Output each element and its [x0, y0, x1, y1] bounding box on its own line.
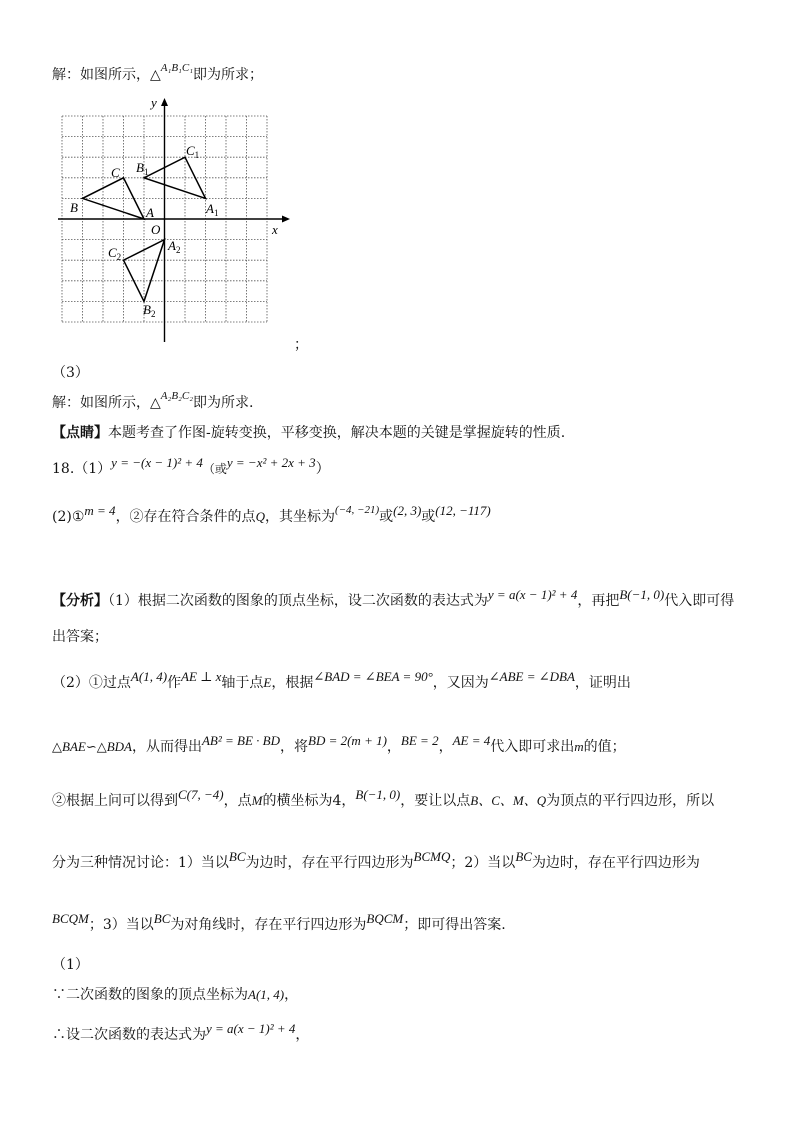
analysis-4-end: 的值； [583, 739, 626, 755]
analysis-4-ae: AE = 4 [452, 733, 491, 748]
analysis-5-post: ，要让以点 [400, 793, 471, 809]
analysis-6-bc: BC [228, 849, 246, 864]
label-b2: $B_2$ [143, 302, 156, 319]
answer-line-1 [52, 64, 263, 84]
analysis-1-post: 代入即可得 [664, 593, 735, 609]
analysis-7-mid: 为对角线时，存在平行四边形为 [170, 917, 367, 933]
q18b-m-value: m = 4 [84, 503, 116, 518]
question-18-line-2 [52, 503, 491, 526]
q18b-or1: 或 [379, 509, 394, 525]
answer3-pre: 解：如图所示，△ [52, 395, 161, 411]
label-c2: $C_2$ [108, 245, 122, 262]
analysis-4-comma2: ， [438, 739, 453, 755]
analysis-3-gen: ，根据 [271, 675, 314, 691]
x-axis-arrow [282, 216, 290, 223]
analysis-3-angle: ∠BAD = ∠BEA = 90° [313, 669, 433, 684]
analysis-line-6 [52, 849, 700, 872]
q18b-mid2: ，其坐标为 [264, 509, 335, 525]
solution-2-pre: ∵二次函数的图象的顶点坐标为 [52, 987, 248, 1003]
analysis-3-mid: 轴于点 [221, 675, 264, 691]
q18b-or2: 或 [421, 509, 436, 525]
analysis-4-be: BE = 2 [400, 733, 439, 748]
q18-close: ） [315, 461, 330, 477]
solution-part-1-label: （1） [52, 957, 89, 973]
q18b-point-q: Q [255, 509, 265, 524]
dianjing-line [52, 422, 565, 442]
label-a: A [146, 205, 154, 220]
analysis-5-pre: ②根据上问可以得到 [52, 793, 178, 809]
label-c: C [111, 165, 120, 180]
q18-equation-1: y = −(x − 1)² + 4 [111, 455, 203, 470]
triangle2-name: A₂B₂C₂ [160, 390, 194, 402]
solution-2-point-a: A(1, 4) [248, 987, 285, 1002]
question-18-line-1 [52, 455, 330, 478]
q18b-mid: ，②存在符合条件的点 [115, 509, 256, 525]
q18-number: 18.（1） [52, 461, 112, 477]
dianjing-tag: 【点睛】 [52, 425, 108, 441]
analysis-7-bc: BC [153, 911, 171, 926]
analysis-5-points: B、C、M、Q [470, 793, 547, 808]
analysis-5-point-m: M [251, 793, 263, 808]
label-b1: $B_1$ [136, 160, 149, 177]
triangle-name: A₁B₁C₁ [160, 62, 194, 74]
analysis-3-pre: （2）①过点 [52, 675, 131, 691]
solution-3-end: ， [295, 1027, 310, 1043]
analysis-6-mid2: ；2）当以 [450, 855, 516, 871]
analysis-6-mid: 为边时，存在平行四边形为 [245, 855, 414, 871]
analysis-4-m: m [574, 739, 584, 754]
q18-equation-2: y = −x² + 2x + 3 [226, 455, 316, 470]
analysis-line-2: 出答案； [52, 629, 108, 645]
analysis-3-post: ，证明出 [574, 675, 631, 691]
analysis-7-parallelogram-2: BCQM [52, 911, 89, 926]
analysis-3-zuo: 作 [167, 675, 182, 691]
analysis-tag: 【分析】 [52, 593, 108, 609]
solution-2-end: ， [284, 987, 299, 1003]
q18-or: （或 [202, 462, 227, 476]
dianjing-text: 本题考查了作图-旋转变换，平移变换，解决本题的关键是掌握旋转的性质. [108, 425, 566, 441]
analysis-3-ae: AE ⊥ x [181, 669, 222, 684]
q18b-coord-3: (12, −117) [435, 503, 491, 518]
answer-text-post: 即为所求； [193, 67, 264, 83]
y-axis-arrow [161, 98, 168, 106]
y-axis-label: y [151, 95, 157, 110]
label-a1: $A_1$ [206, 201, 219, 218]
label-b: B [70, 200, 78, 215]
analysis-1-pre: （1）根据二次函数的图象的顶点坐标，设二次函数的表达式为 [108, 593, 488, 609]
q18b-pre: (2)① [52, 509, 85, 525]
analysis-4-bd: BD = 2(m + 1) [308, 733, 387, 748]
analysis-3-you: ，又因为 [432, 675, 489, 691]
analysis-1-eq: y = a(x − 1)² + 4 [487, 587, 578, 602]
analysis-line-1 [52, 587, 735, 610]
x-axis-label: x [272, 222, 278, 237]
analysis-6-bc2: BC [515, 849, 532, 864]
analysis-5-end: 为顶点的平行四边形，所以 [546, 793, 715, 809]
analysis-line-5 [52, 787, 715, 810]
solution-line-2 [52, 984, 298, 1004]
solution-3-pre: ∴设二次函数的表达式为 [52, 1027, 206, 1043]
answer-text-pre: 解：如图所示，△ [52, 67, 161, 83]
q18b-coord-1: (−4, −21) [334, 504, 380, 516]
solution-3-eq: y = a(x − 1)² + 4 [206, 1021, 296, 1036]
analysis-line-7 [52, 911, 506, 934]
analysis-5-mid: ，点 [223, 793, 252, 809]
part-3-label: （3） [52, 365, 89, 381]
figure-trailing-punct: ； [294, 337, 308, 353]
q18b-coord-2: (2, 3) [393, 503, 422, 518]
analysis-line-4 [52, 733, 626, 756]
origin-label: O [151, 222, 161, 237]
analysis-6-parallelogram-1: BCMQ [413, 849, 451, 864]
label-a2: $A_2$ [168, 238, 181, 255]
analysis-3-point-a: A(1, 4) [130, 669, 168, 684]
analysis-1-mid: ，再把 [577, 593, 620, 609]
analysis-3-point-e: E [263, 675, 272, 690]
analysis-7-pre: ；3）当以 [88, 917, 154, 933]
analysis-4-pre: ，从而得出 [131, 739, 202, 755]
analysis-line-3 [52, 669, 631, 692]
analysis-1-point-b: B(−1, 0) [619, 587, 665, 602]
analysis-4-similar: △BAE∽△BDA [52, 739, 132, 754]
analysis-4-post: 代入即可求出 [490, 739, 575, 755]
analysis-5-mid2: 的横坐标为4， [262, 793, 356, 809]
analysis-4-comma: ， [386, 739, 401, 755]
analysis-7-parallelogram-3: BQCM [366, 911, 404, 926]
coordinate-grid-figure [58, 92, 298, 354]
analysis-5-point-b: B(−1, 0) [355, 787, 401, 802]
solution-line-3 [52, 1021, 310, 1044]
answer-line-3 [52, 392, 253, 412]
analysis-7-end: ；即可得出答案. [403, 917, 506, 933]
analysis-6-end: 为边时，存在平行四边形为 [531, 855, 700, 871]
label-c1: $C_1$ [186, 143, 200, 160]
analysis-5-point-c: C(7, −4) [178, 787, 224, 802]
analysis-6-pre: 分为三种情况讨论：1）当以 [52, 855, 229, 871]
analysis-4-jiang: ，将 [280, 739, 308, 755]
analysis-3-angle2: ∠ABE = ∠DBA [488, 669, 575, 684]
answer3-post: 即为所求. [193, 395, 254, 411]
analysis-4-eq: AB² = BE · BD [201, 733, 280, 748]
